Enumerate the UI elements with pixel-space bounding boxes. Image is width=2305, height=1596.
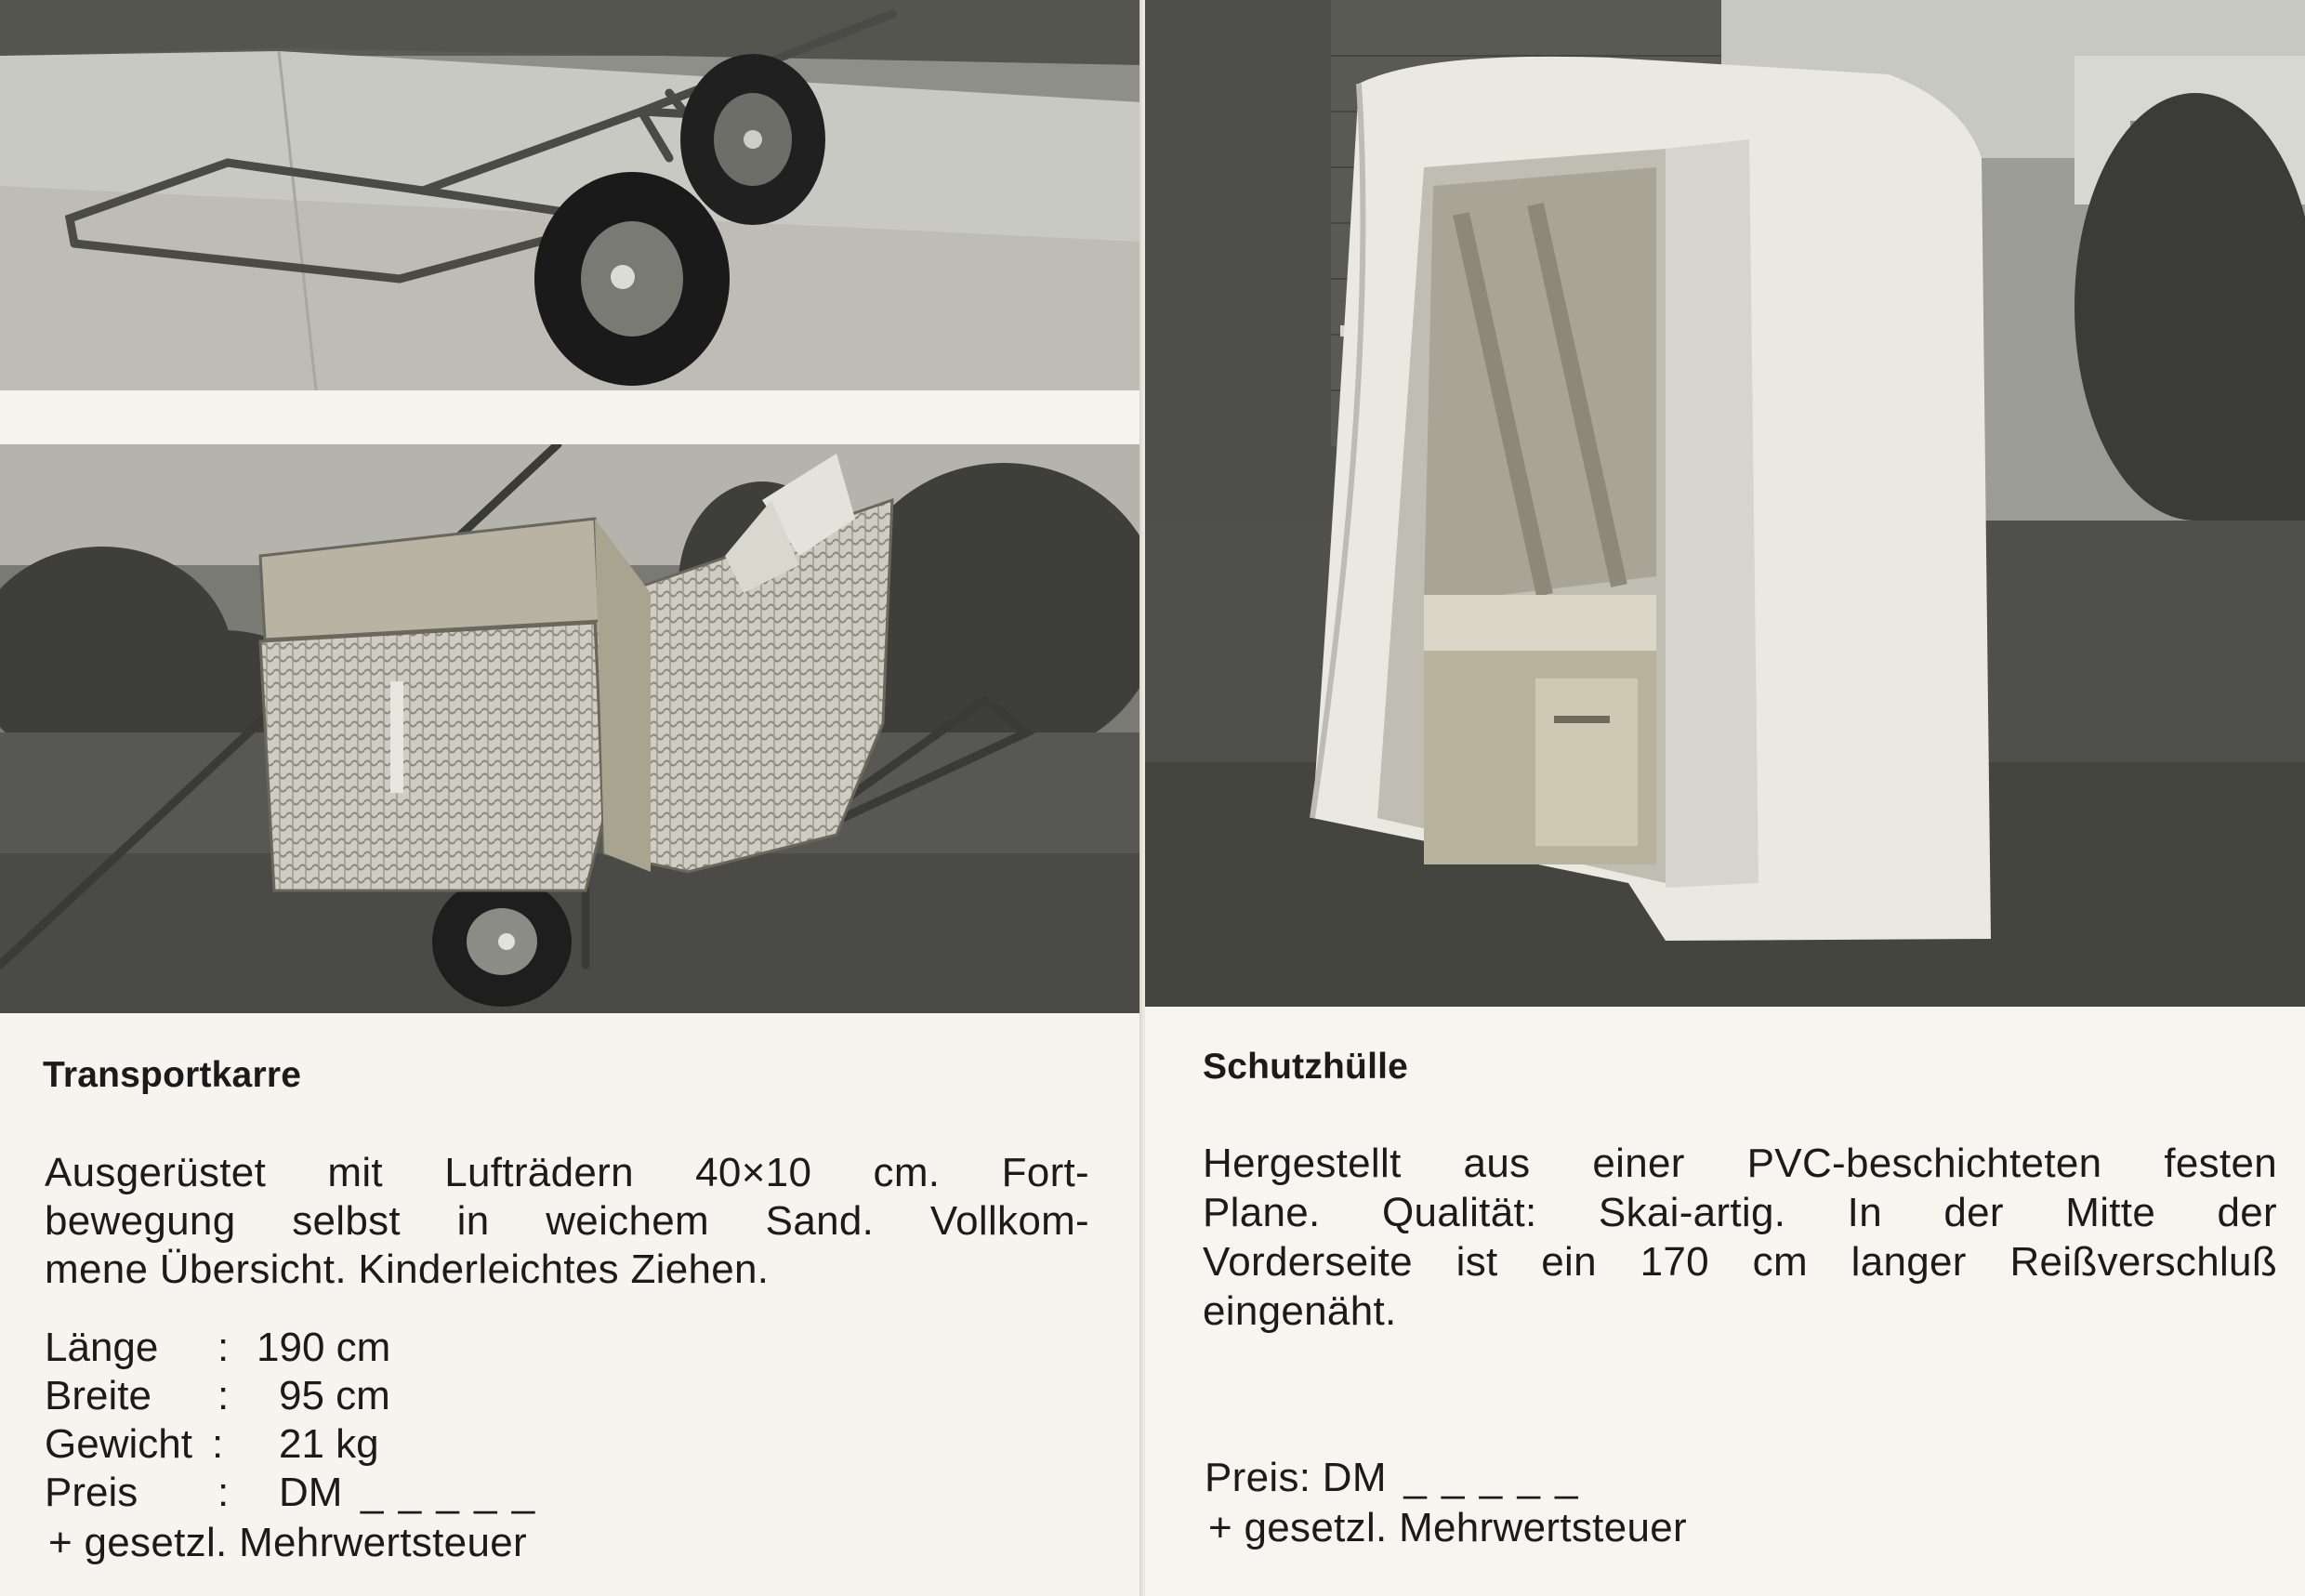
description-line-4: eingenäht. — [1203, 1288, 1397, 1334]
description-line-2: bewegung selbst in weichem Sand. Vollkom- — [45, 1198, 1089, 1244]
description-line-3: Vorderseite ist ein 170 cm langer Reißverschluß — [1203, 1239, 2277, 1285]
product-title-schutzhuelle: Schutzhülle — [1203, 1047, 1409, 1087]
price-blank: _ _ _ _ _ — [1403, 1455, 1580, 1500]
cart-frame-photo — [0, 0, 1141, 390]
protective-cover-photo — [1145, 0, 2305, 1007]
spec-value: DM — [279, 1470, 343, 1515]
left-page — [0, 0, 1141, 1596]
spec-value: 21 kg — [279, 1421, 379, 1467]
spec-label: Preis — [45, 1470, 138, 1515]
description-line-1: Hergestellt aus einer PVC-beschichteten festen — [1203, 1141, 2277, 1186]
product-title-transportkarre: Transportkarre — [43, 1055, 302, 1095]
spec-separator: : — [217, 1470, 230, 1515]
spec-separator: : — [217, 1325, 230, 1370]
price-label — [1205, 1455, 1580, 1500]
price-blank: _ _ _ _ _ — [361, 1470, 537, 1515]
spec-value: 190 cm — [257, 1325, 391, 1370]
price-text: Preis: DM — [1205, 1455, 1387, 1500]
spec-separator: : — [217, 1373, 230, 1418]
spec-label: Länge — [45, 1325, 159, 1370]
spec-label: Breite — [45, 1373, 151, 1418]
description-line-1: Ausgerüstet mit Lufträdern 40×10 cm. Fort- — [45, 1150, 1089, 1195]
spec-value: 95 cm — [279, 1373, 390, 1418]
vat-note: + gesetzl. Mehrwertsteuer — [1208, 1505, 1687, 1550]
spec-label: Gewicht — [45, 1421, 192, 1467]
spec-separator: : — [212, 1421, 224, 1467]
vat-note: + gesetzl. Mehrwertsteuer — [48, 1520, 527, 1565]
description-line-3: mene Übersicht. Kinderleichtes Ziehen. — [45, 1246, 770, 1292]
cart-with-basket-photo — [0, 444, 1141, 1013]
right-page — [1145, 0, 2305, 1596]
description-line-2: Plane. Qualität: Skai-artig. In der Mitte der — [1203, 1190, 2277, 1235]
